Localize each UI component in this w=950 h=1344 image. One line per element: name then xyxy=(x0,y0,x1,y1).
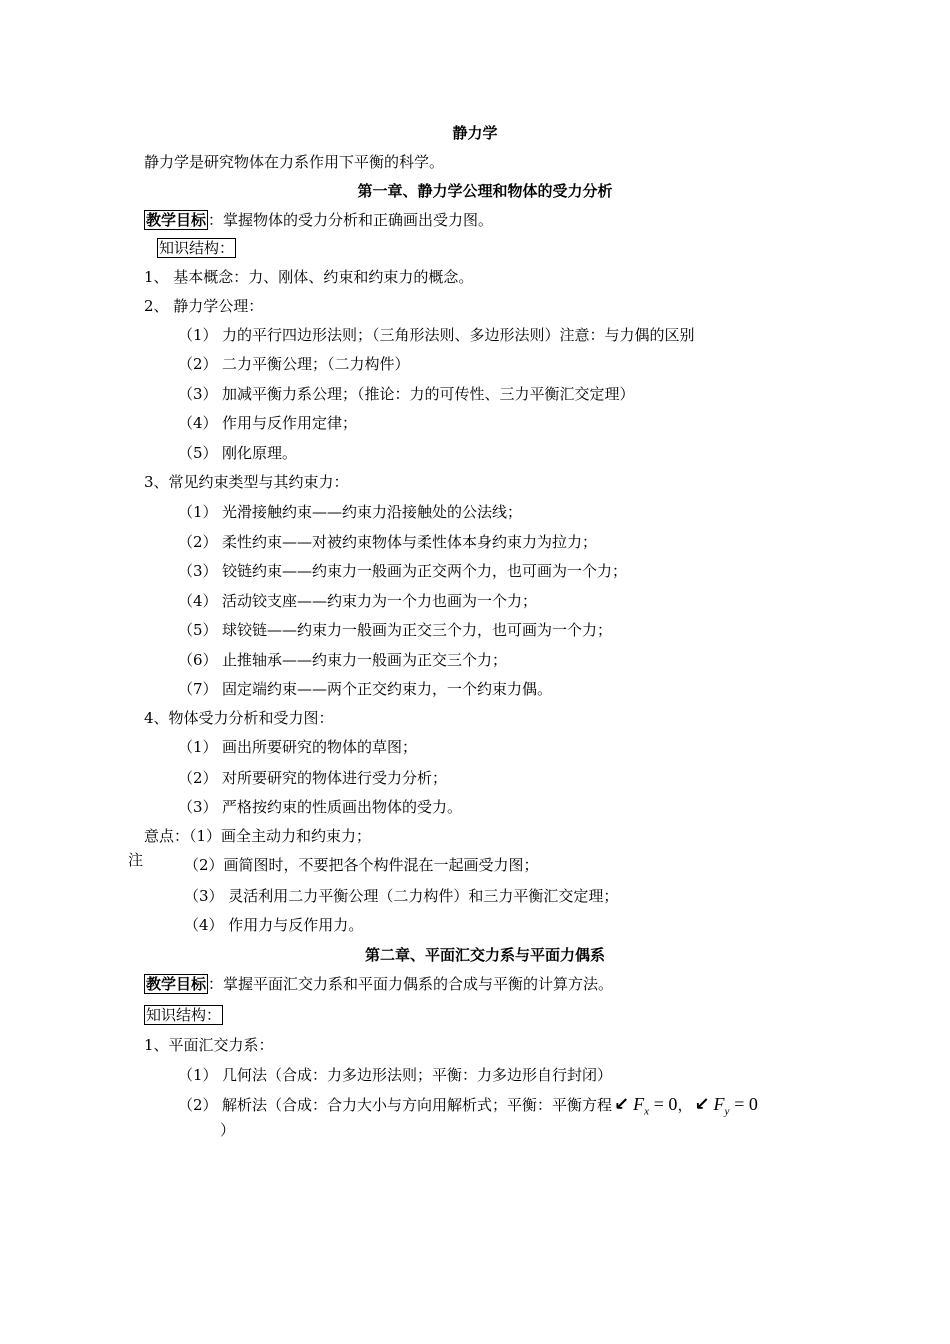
note-text: ：（1）画全主动力和约束力； xyxy=(174,827,372,845)
ch2-item xyxy=(178,1065,612,1085)
constraint-number: （6） xyxy=(178,651,218,669)
note-label-char: 注 xyxy=(128,851,144,869)
constraint-text: 止推轴承——约束力一般画为正交三个力； xyxy=(222,651,508,669)
constraint-number: （2） xyxy=(178,533,218,551)
analysis-text: 画出所要研究的物体的草图； xyxy=(222,738,418,756)
analysis-number: （2） xyxy=(178,769,218,787)
axiom-text: 二力平衡公理；（二力构件） xyxy=(222,355,410,373)
analysis-item xyxy=(178,737,417,757)
axiom-item xyxy=(178,354,410,374)
ch1-goal-label: 教学目标 xyxy=(146,211,207,229)
chapter2-heading: 第二章、平面汇交力系与平面力偶系 xyxy=(364,946,605,964)
analysis-number: （1） xyxy=(178,738,218,756)
note-line-2: （2）画简图时，不要把各个构件混在一起画受力图； xyxy=(184,856,539,874)
equation-fy: $F_y$ xyxy=(713,1094,730,1118)
sum-icon: ↙ xyxy=(614,1094,630,1115)
constraint-item xyxy=(178,502,522,522)
axiom-text: 加减平衡力系公理；（推论：力的可传性、三力平衡汇交定理） xyxy=(222,385,635,403)
note-line-3: （3） 灵活利用二力平衡公理（二力构件）和三力平衡汇交定理； xyxy=(184,887,619,905)
ch2-goal xyxy=(144,974,613,994)
ch1-section-4: 4、物体受力分析和受力图： xyxy=(144,709,334,727)
constraint-text: 固定端约束——两个正交约束力，一个约束力偶。 xyxy=(222,680,553,698)
ch1-goal xyxy=(144,210,493,230)
axiom-item xyxy=(178,384,635,404)
ch1-structure xyxy=(157,238,236,258)
ch2-item-number: （1） xyxy=(178,1066,218,1084)
equation-separator: ， xyxy=(677,1096,693,1114)
constraint-item xyxy=(178,591,537,611)
axiom-item xyxy=(178,325,695,345)
ch2-goal-text: ：掌握平面汇交力系和平面力偶系的合成与平衡的计算方法。 xyxy=(208,975,614,993)
sum-icon: ↙ xyxy=(694,1094,710,1115)
ch1-section-1: 1、 基本概念：力、刚体、约束和约束力的概念。 xyxy=(144,268,474,286)
intro-paragraph: 静力学是研究物体在力系作用下平衡的科学。 xyxy=(144,153,445,171)
constraint-text: 柔性约束——对被约束物体与柔性体本身约束力为拉力； xyxy=(222,533,598,551)
constraint-number: （5） xyxy=(178,621,218,639)
equation-fx: $F_x$ xyxy=(633,1094,649,1118)
axiom-number: （5） xyxy=(178,444,218,462)
ch2-item-number: （2） xyxy=(178,1096,218,1114)
axiom-number: （4） xyxy=(178,414,218,432)
ch1-section-2: 2、 静力学公理： xyxy=(144,297,264,315)
note-line-1 xyxy=(144,826,371,846)
equation-fy-rhs: = 0 xyxy=(734,1094,758,1114)
analysis-item xyxy=(178,768,447,788)
ch2-goal-label: 教学目标 xyxy=(146,975,207,993)
analysis-item xyxy=(178,797,462,817)
axiom-item xyxy=(178,443,297,463)
doc-title: 静力学 xyxy=(452,124,498,142)
axiom-text: 刚化原理。 xyxy=(222,444,298,462)
equation-fx-rhs: = 0 xyxy=(653,1094,678,1114)
ch2-close-paren: ） xyxy=(220,1121,236,1139)
axiom-number: （1） xyxy=(178,326,218,344)
ch2-section-1: 1、平面汇交力系： xyxy=(144,1036,274,1054)
analysis-number: （3） xyxy=(178,798,218,816)
constraint-item xyxy=(178,620,612,640)
constraint-text: 球铰链——约束力一般画为正交三个力，也可画为一个力； xyxy=(222,621,613,639)
analysis-text: 严格按约束的性质画出物体的受力。 xyxy=(222,798,463,816)
constraint-item xyxy=(178,561,627,581)
axiom-number: （2） xyxy=(178,355,218,373)
ch2-structure xyxy=(144,1005,223,1025)
axiom-text: 力的平行四边形法则；（三角形法则、多边形法则）注意：与力偶的区别 xyxy=(222,326,695,344)
constraint-text: 光滑接触约束——约束力沿接触处的公法线； xyxy=(222,503,523,521)
constraint-number: （7） xyxy=(178,680,218,698)
ch1-goal-text: ：掌握物体的受力分析和正确画出受力图。 xyxy=(208,211,494,229)
constraint-item xyxy=(178,532,597,552)
constraint-item xyxy=(178,650,507,670)
chapter1-heading: 第一章、静力学公理和物体的受力分析 xyxy=(357,182,613,200)
constraint-text: 活动铰支座——约束力为一个力也画为一个力； xyxy=(222,592,538,610)
constraint-number: （4） xyxy=(178,592,218,610)
analysis-text: 对所要研究的物体进行受力分析； xyxy=(222,769,448,787)
ch2-item-text: 几何法（合成：力多边形法则；平衡：力多边形自行封闭） xyxy=(222,1066,613,1084)
ch2-item-equation xyxy=(178,1094,758,1122)
note-label: 意点 xyxy=(144,827,175,845)
axiom-item xyxy=(178,413,357,433)
note-line-4: （4） 作用力与反作用力。 xyxy=(184,916,364,934)
axiom-number: （3） xyxy=(178,385,218,403)
constraint-item xyxy=(178,679,552,699)
ch2-structure-label: 知识结构： xyxy=(146,1006,222,1024)
ch1-structure-label: 知识结构： xyxy=(159,239,235,257)
axiom-text: 作用与反作用定律； xyxy=(222,414,358,432)
constraint-number: （1） xyxy=(178,503,218,521)
ch2-item-text: 解析法（合成：合力大小与方向用解析式；平衡：平衡方程 xyxy=(222,1096,613,1114)
constraint-number: （3） xyxy=(178,562,218,580)
constraint-text: 铰链约束——约束力一般画为正交两个力，也可画为一个力； xyxy=(222,562,628,580)
ch1-section-3: 3、常见约束类型与其约束力： xyxy=(144,473,349,491)
